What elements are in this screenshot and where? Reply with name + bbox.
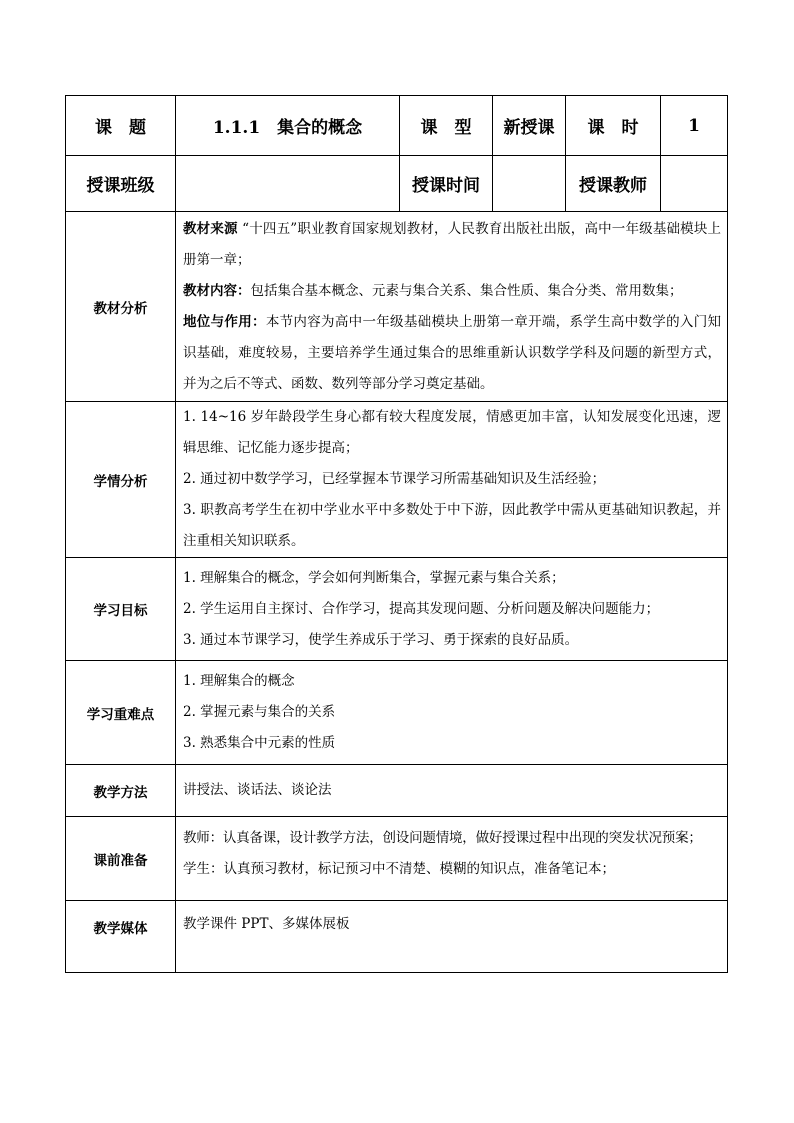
type-label: 课 型	[400, 96, 493, 156]
students-content	[176, 402, 728, 558]
section-material	[66, 212, 728, 402]
teacher-value	[661, 156, 728, 212]
students-item: 3. 职教高考学生在初中学业水平中多数处于中下游，因此教学中需从更基础知识教起，并注重相关知识联系。	[183, 502, 721, 549]
section-keypoints	[66, 661, 728, 765]
time-label: 授课时间	[400, 156, 493, 212]
section-goals	[66, 558, 728, 661]
media-content	[176, 901, 728, 973]
type-value: 新授课	[493, 96, 566, 156]
keypoints-content	[176, 661, 728, 765]
material-content	[176, 212, 728, 402]
topic-label: 课 题	[66, 96, 176, 156]
media-label: 教学媒体	[66, 901, 176, 973]
header-row-topic	[66, 96, 728, 156]
material-content-line	[183, 276, 721, 307]
section-preparation	[66, 817, 728, 901]
students-label: 学情分析	[66, 402, 176, 558]
media-text: 教学课件 PPT、多媒体展板	[183, 916, 350, 932]
section-media	[66, 901, 728, 973]
preparation-label: 课前准备	[66, 817, 176, 901]
material-role-title: 地位与作用：	[183, 313, 266, 330]
methods-content	[176, 765, 728, 817]
class-label: 授课班级	[66, 156, 176, 212]
material-role	[183, 307, 721, 400]
goals-item: 2. 学生运用自主探讨、合作学习，提高其发现问题、分析问题及解决问题能力；	[183, 600, 660, 617]
goals-content	[176, 558, 728, 661]
section-students	[66, 402, 728, 558]
keypoints-item: 1. 理解集合的概念	[183, 673, 295, 689]
header-row-class	[66, 156, 728, 212]
hours-value: 1	[661, 96, 728, 156]
time-value	[493, 156, 566, 212]
preparation-content	[176, 817, 728, 901]
goals-item: 1. 理解集合的概念，学会如何判断集合，掌握元素与集合关系；	[183, 569, 565, 586]
lesson-plan-table	[65, 95, 728, 973]
keypoints-label: 学习重难点	[66, 661, 176, 765]
goals-label: 学习目标	[66, 558, 176, 661]
methods-label: 教学方法	[66, 765, 176, 817]
students-item: 1. 14~16 岁年龄段学生身心都有较大程度发展，情感更加丰富，认知发展变化迅速，逻辑思维、记忆能力逐步提高；	[183, 409, 721, 456]
topic-value: 1.1.1 集合的概念	[176, 96, 400, 156]
hours-label: 课 时	[566, 96, 661, 156]
material-source	[183, 214, 721, 276]
keypoints-item: 3. 熟悉集合中元素的性质	[183, 735, 336, 751]
class-value	[176, 156, 400, 212]
students-item: 2. 通过初中数学学习，已经掌握本节课学习所需基础知识及生活经验；	[183, 471, 606, 487]
preparation-item: 教师：认真备课，设计教学方法，创设问题情境，做好授课过程中出现的突发状况预案；	[183, 830, 702, 846]
material-content-title: 教材内容：	[183, 282, 251, 299]
section-methods	[66, 765, 728, 817]
material-source-text: “十四五”职业教育国家规划教材，人民教育出版社出版，高中一年级基础模块上册第一章；	[183, 220, 722, 268]
material-role-text: 本节内容为高中一年级基础模块上册第一章开端，系学生高中数学的入门知识基础，难度较易，主要培养学生通过集合的思维重新认识数学学科及问题的新型方式，并为之后不等式、函数、数列等部分学习奠定基础。	[183, 313, 722, 392]
material-content-text: 包括集合基本概念、元素与集合关系、集合性质、集合分类、常用数集；	[250, 282, 683, 299]
keypoints-item: 2. 掌握元素与集合的关系	[183, 704, 336, 720]
preparation-item: 学生：认真预习教材，标记预习中不清楚、模糊的知识点，准备笔记本；	[183, 861, 615, 877]
teacher-label: 授课教师	[566, 156, 661, 212]
methods-text: 讲授法、谈话法、谈论法	[183, 782, 332, 798]
goals-item: 3. 通过本节课学习，使学生养成乐于学习、勇于探索的良好品质。	[183, 631, 579, 648]
material-label: 教材分析	[66, 212, 176, 402]
material-source-title: 教材来源	[183, 220, 238, 237]
